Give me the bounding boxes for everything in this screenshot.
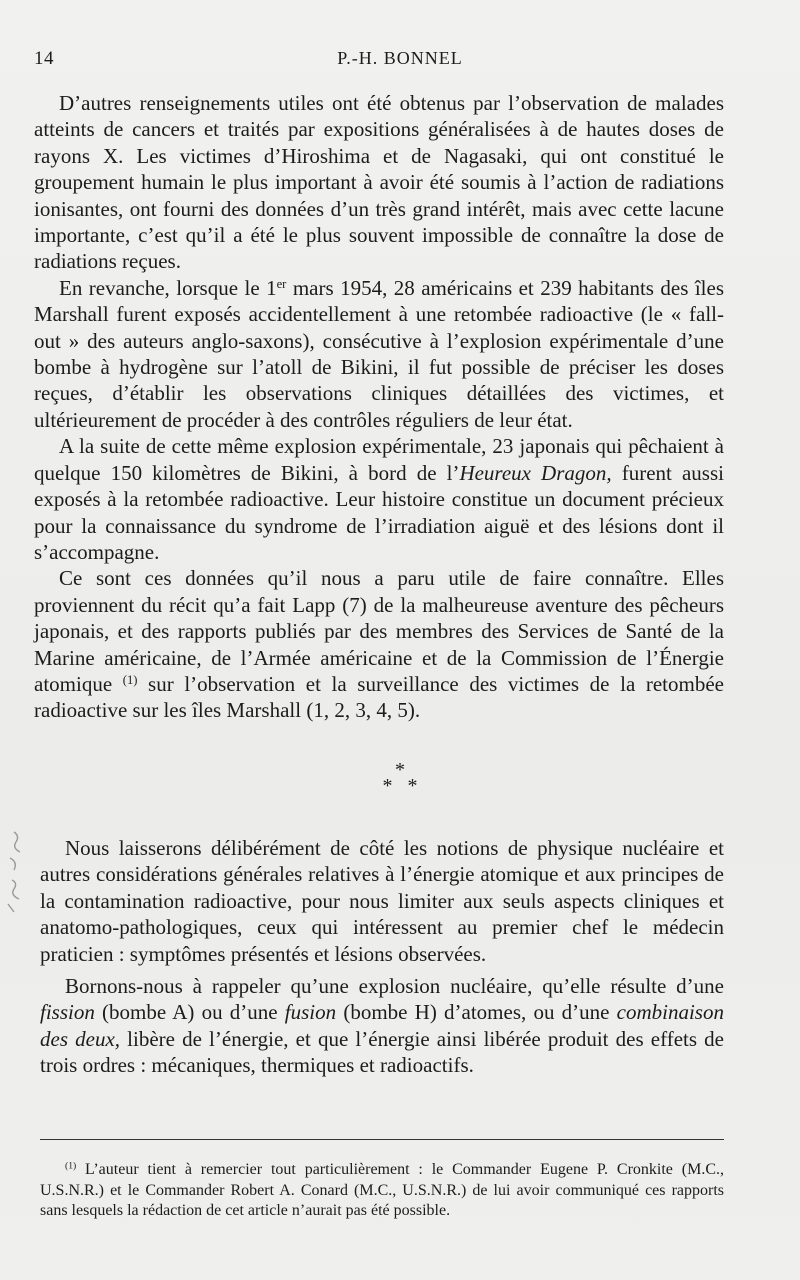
term-fission: fission bbox=[40, 1000, 95, 1025]
section-2-text bbox=[40, 835, 724, 1079]
ship-name: Heureux Dragon, bbox=[459, 460, 612, 485]
footnote-rule bbox=[40, 1139, 724, 1140]
footnote-text: L’auteur tient à remercier tout particulièrement : le Commander Eugene P. Cronkite (M.C., U.S.N.R.) et le Commander Robert A. Conard (M.C., U.S.N.R.) de lui avoir communiqué ces rapports sans lesquels la rédaction de cet article n’aurait pas été possible. bbox=[40, 1161, 724, 1219]
superscript-er: er bbox=[276, 276, 287, 291]
term-fusion: fusion bbox=[284, 1000, 337, 1025]
footnote-ref: (1) bbox=[122, 673, 138, 688]
footnote-marker: (1) bbox=[65, 1160, 77, 1172]
paragraph-3-text-b: furent aussi exposés à la retombée radioactive. Leur histoire constitue un document précieux pour la connaissance du syndrome de l’irradiation aiguë et des lésions dont il s’accompagne. bbox=[34, 460, 724, 564]
paragraph-6-text-d: libère de l’énergie, et que l’énergie ainsi libérée produit des effets de trois ordres : mécaniques, thermiques et radioactifs. bbox=[40, 1026, 724, 1078]
running-head: P.-H. BONNEL bbox=[337, 48, 463, 68]
paragraph-6 bbox=[40, 973, 724, 1079]
margin-scribble-icon bbox=[4, 828, 36, 928]
paragraph-3-text-a: A la suite de cette même explosion expérimentale, 23 japonais qui pêchaient à quelque 150 kilomètres de Bikini, à bord de l’ bbox=[34, 434, 724, 485]
paragraph-6-text-b: (bombe A) ou d’une bbox=[94, 1000, 285, 1025]
paragraph-2-text-b: mars 1954, 28 américains et 239 habitants des îles Marshall furent exposés accidentellement à une retombée radioactive (le « fall-out » des auteurs anglo-saxons), consécutive à l’explosion expérimentale d’une bombe à hydrogène sur l’atoll de Bikini, il fut possible de préciser les doses reçues, d’établir les observations cliniques détaillées des victimes, et ultérieurement de procéder à des contrôles réguliers de leur état. bbox=[34, 275, 724, 432]
term-combinaison: combinaison des deux, bbox=[40, 1000, 724, 1051]
paragraph-5: Nous laisserons délibérément de côté les notions de physique nucléaire et autres considérations générales relatives à l’énergie atomique et aux principes de la contamination radioactive, pour nous limiter aux seuls aspects cliniques et anatomo-pathologiques, ceux qui intéressent au premier chef le médecin praticien : symptômes présentés et lésions observées. bbox=[40, 836, 724, 966]
margin-marks bbox=[4, 828, 36, 928]
paragraph-6-text-c: (bombe H) d’atomes, ou d’une bbox=[336, 1000, 617, 1025]
paragraph-4-text-a: Ce sont ces données qu’il nous a paru utile de faire connaître. Elles proviennent du récit qu’a fait Lapp (7) de la malheureuse aventure des pêcheurs japonais, et des rapports publiés par des membres des Services de Santé de la Marine américaine, de l’Armée américaine et de la Commission de l’Énergie atomique bbox=[34, 566, 724, 696]
asterism-bottom: * * bbox=[382, 775, 418, 797]
paragraph-4-text-b: sur l’observation et la surveillance des victimes de la retombée radioactive sur les îles Marshall (1, 2, 3, 4, 5). bbox=[34, 671, 724, 723]
paragraph-6-text-a: Bornons-nous à rappeler qu’une explosion nucléaire, qu’elle résulte d’une bbox=[65, 974, 724, 999]
section-separator bbox=[0, 759, 800, 797]
paragraph-3 bbox=[34, 433, 724, 565]
paragraph-2 bbox=[34, 275, 724, 433]
footnote bbox=[40, 1160, 724, 1222]
paragraph-2-text-a: En revanche, lorsque le 1 bbox=[59, 275, 277, 300]
main-text bbox=[34, 90, 724, 724]
asterism-top: * bbox=[395, 759, 405, 781]
page-number: 14 bbox=[34, 48, 54, 69]
paragraph-1: D’autres renseignements utiles ont été obtenus par l’observation de malades atteints de cancers et traités par expositions généralisées à de hautes doses de rayons X. Les victimes d’Hiroshima et de Nagasaki, qui ont constitué le groupement humain le plus important à avoir été soumis à l’action de radiations ionisantes, ont fourni des données d’un très grand intérêt, mais avec cette lacune importante, c’est qu’il a été le plus souvent impossible de connaître la dose de radiations reçues. bbox=[34, 91, 724, 274]
paragraph-4 bbox=[34, 565, 724, 723]
